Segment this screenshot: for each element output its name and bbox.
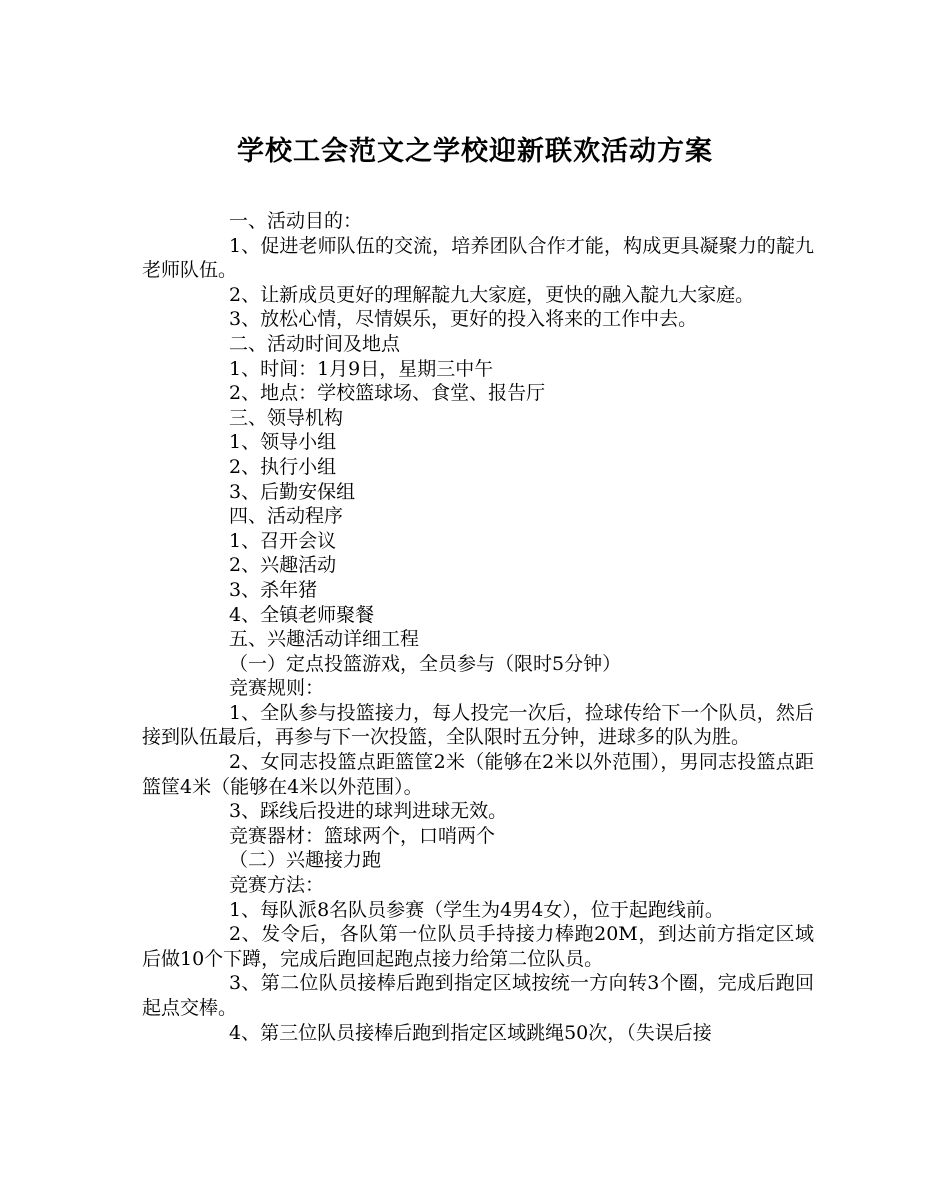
- list-item: 3、第二位队员接棒后跑到指定区域按统一方向转3个圈，完成后跑回起点交棒。: [142, 972, 814, 1019]
- list-item: 1、每队派8名队员参赛（学生为4男4女），位于起跑线前。: [229, 898, 724, 921]
- heading-activity-purpose: 一、活动目的：: [229, 210, 363, 232]
- label-rules: 竞赛规则：: [229, 677, 325, 700]
- subheading-relay-race: （二）兴趣接力跑: [229, 849, 382, 872]
- list-item: 1、时间：1月9日，星期三中午: [229, 357, 494, 380]
- list-item: 1、领导小组: [229, 431, 337, 454]
- list-item: 1、全队参与投篮接力，每人投完一次后，捡球传给下一个队员，然后接到队伍最后，再参与下一次投篮，全队限时五分钟，进球多的队为胜。: [142, 701, 814, 749]
- label-equipment: 竞赛器材：篮球两个，口哨两个: [229, 824, 496, 847]
- list-item: 2、发令后，各队第一位队员手持接力棒跑20M，到达前方指定区域后做10个下蹲，完成后跑回起跑点接力给第二位队员。: [142, 923, 814, 970]
- heading-activity-details: 五、兴趣活动详细工程: [229, 628, 420, 651]
- list-item: 1、促进老师队伍的交流，培养团队合作才能，构成更具凝聚力的靛九老师队伍。: [142, 234, 814, 282]
- document-body: [142, 209, 814, 1045]
- list-item: 4、第三位队员接棒后跑到指定区域跳绳50次，（失误后接: [229, 1021, 712, 1044]
- list-item: 1、召开会议: [229, 529, 337, 552]
- subheading-shooting-game: （一）定点投篮游戏，全员参与（限时5分钟）: [229, 652, 622, 675]
- list-item: 2、女同志投篮点距篮筐2米（能够在2米以外范围），男同志投篮点距篮筐4米（能够在4米以外范围）。: [142, 751, 814, 798]
- list-item: 3、杀年猪: [229, 578, 318, 601]
- list-item: 3、放松心情，尽情娱乐，更好的投入将来的工作中去。: [229, 308, 698, 331]
- label-method: 竞赛方法：: [229, 874, 325, 897]
- list-item: 3、后勤安保组: [229, 480, 356, 503]
- list-item: 2、兴趣活动: [229, 554, 337, 577]
- list-item: 2、地点：学校篮球场、食堂、报告厅: [229, 382, 546, 405]
- heading-time-location: 二、活动时间及地点: [229, 332, 401, 355]
- list-item: 4、全镇老师聚餐: [229, 603, 375, 626]
- heading-leadership: 三、领导机构: [229, 406, 344, 429]
- list-item: 3、踩线后投进的球判进球无效。: [229, 800, 508, 823]
- document-title: 学校工会范文之学校迎新联欢活动方案: [237, 136, 713, 167]
- heading-program: 四、活动程序: [229, 505, 344, 528]
- list-item: 2、让新成员更好的理解靛九大家庭，更快的融入靛九大家庭。: [229, 283, 755, 306]
- list-item: 2、执行小组: [229, 455, 337, 478]
